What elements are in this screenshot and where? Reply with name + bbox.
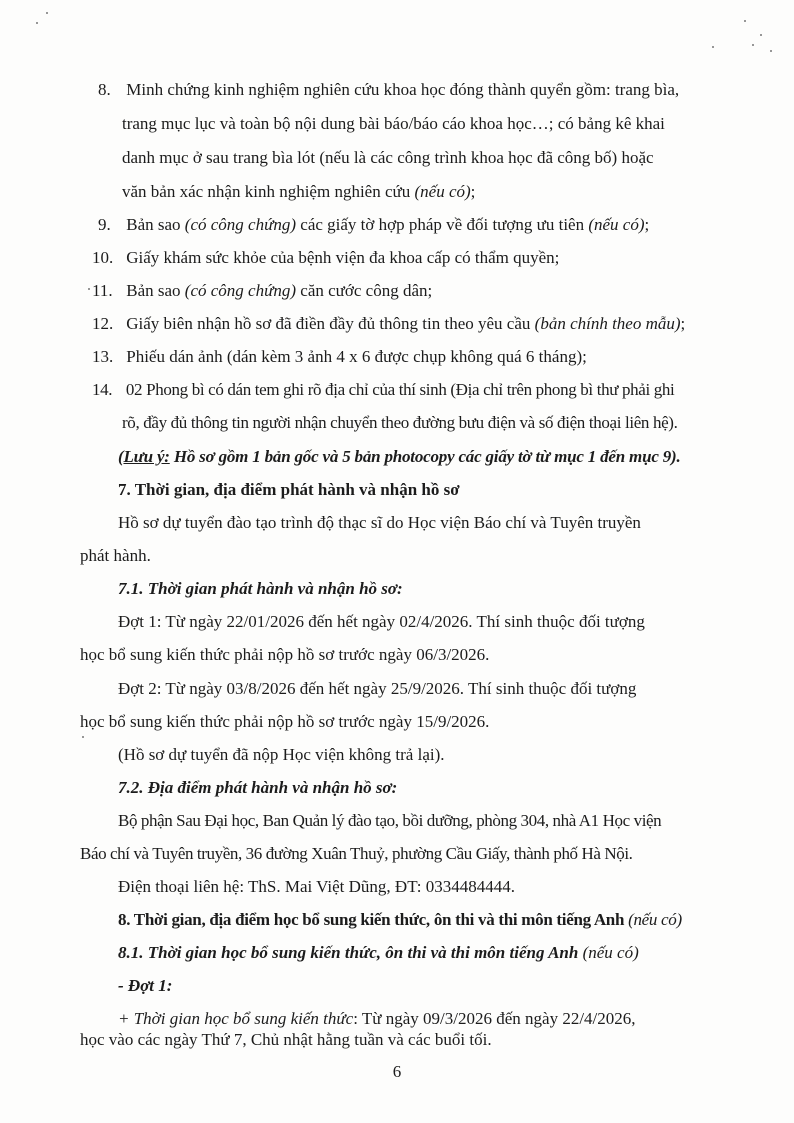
item-text: 02 Phong bì có dán tem ghi rõ địa chỉ của thí sinh (Địa chỉ trên phong bì thư phải ghi — [125, 380, 675, 399]
item-number: 10. — [92, 248, 114, 267]
item-number: 11. — [92, 281, 113, 300]
item-end: ; — [644, 215, 650, 234]
no-return-note: (Hồ sơ dự tuyển đã nộp Học viện không trả lại). — [118, 745, 445, 764]
item-text: căn cước công dân; — [300, 281, 433, 300]
heading-text: 8. Thời gian, địa điểm học bổ sung kiến thức, ôn thi và thi môn tiếng Anh — [118, 910, 625, 929]
item-note: (bản chính theo mẫu) — [534, 314, 681, 333]
item-text: Bản sao — [126, 281, 181, 300]
item-end: ; — [680, 314, 686, 333]
list-item-11 — [92, 281, 432, 301]
item-note: (nếu có) — [588, 215, 645, 234]
round-2-text: Đợt 2: Từ ngày 03/8/2026 đến hết ngày 25/9/2026. Thí sinh thuộc đối tượng — [118, 679, 637, 698]
list-item-13 — [92, 347, 587, 367]
list-item-8-line-3: danh mục ở sau trang bìa lót (nếu là các công trình khoa học đã công bố) hoặc — [122, 148, 654, 167]
page-number: 6 — [392, 1062, 402, 1081]
section-8-heading — [118, 910, 682, 930]
list-item-8 — [98, 80, 679, 100]
list-item-10 — [92, 248, 559, 268]
item-number: 12. — [92, 314, 114, 333]
supplement-time — [118, 1009, 636, 1029]
item-text: Giấy biên nhận hồ sơ đã điền đầy đủ thông tin theo yêu cầu — [126, 314, 531, 333]
item-number: 9. — [98, 215, 111, 234]
item-text: Bản sao — [126, 215, 181, 234]
note-label: Lưu ý: — [123, 447, 170, 466]
scan-speck — [46, 12, 48, 14]
round-2-text-line-2: học bổ sung kiến thức phải nộp hồ sơ trước ngày 15/9/2026. — [80, 712, 490, 731]
scan-speck — [770, 50, 772, 52]
list-item-14 — [92, 380, 674, 400]
heading-text: 8.1. Thời gian học bổ sung kiến thức, ôn thi và thi môn tiếng Anh — [118, 943, 579, 962]
item-text: các giấy tờ hợp pháp về đối tượng ưu tiên — [300, 215, 585, 234]
item-text: văn bản xác nhận kinh nghiệm nghiên cứu — [122, 182, 411, 201]
item-end: ; — [470, 182, 476, 201]
item-note: (nếu có) — [414, 182, 471, 201]
place-text-line-2: Báo chí và Tuyên truyền, 36 đường Xuân Thuỷ, phường Cầu Giấy, thành phố Hà Nội. — [80, 844, 633, 863]
section-7-1-heading: 7.1. Thời gian phát hành và nhận hồ sơ: — [118, 579, 403, 598]
list-item-8-line-2: trang mục lục và toàn bộ nội dung bài báo/báo cáo khoa học…; có bảng kê khai — [122, 114, 665, 133]
note-open: ( — [118, 447, 124, 466]
section-8-1-heading — [118, 943, 639, 963]
round-1-heading: - Đợt 1: — [118, 976, 173, 995]
scan-speck — [760, 34, 762, 36]
supplement-time-line-2: học vào các ngày Thứ 7, Chủ nhật hằng tuần và các buổi tối. — [80, 1030, 492, 1049]
item-text: Minh chứng kinh nghiệm nghiên cứu khoa học đóng thành quyển gồm: trang bìa, — [126, 80, 680, 99]
round-1-text: Đợt 1: Từ ngày 22/01/2026 đến hết ngày 02/4/2026. Thí sinh thuộc đối tượng — [118, 612, 645, 631]
item-note: (có công chứng) — [184, 215, 297, 234]
section-7-intro: Hồ sơ dự tuyển đào tạo trình độ thạc sĩ do Học viện Báo chí và Tuyên truyền — [118, 513, 641, 532]
note — [118, 447, 681, 467]
scan-speck — [88, 288, 90, 290]
item-number: 8. — [98, 80, 111, 99]
section-7-heading: 7. Thời gian, địa điểm phát hành và nhận hồ sơ — [118, 480, 460, 499]
scan-speck — [744, 20, 746, 22]
heading-note: (nếu có) — [582, 943, 639, 962]
list-item-14-line-2: rõ, đầy đủ thông tin người nhận chuyển theo đường bưu điện và số điện thoại liên hệ). — [122, 413, 678, 432]
list-item-8-line-4 — [122, 182, 475, 202]
scan-speck — [712, 46, 714, 48]
section-7-2-heading: 7.2. Địa điểm phát hành và nhận hồ sơ: — [118, 778, 398, 797]
item-text: Phiếu dán ảnh (dán kèm 3 ảnh 4 x 6 được chụp không quá 6 tháng); — [126, 347, 587, 366]
list-item-9 — [98, 215, 649, 235]
list-item-12 — [92, 314, 685, 334]
note-text: Hồ sơ gồm 1 bản gốc và 5 bản photocopy các giấy tờ từ mục 1 đến mục 9). — [173, 447, 681, 466]
supplement-label: + Thời gian học bổ sung kiến thức — [118, 1009, 354, 1028]
item-note: (có công chứng) — [184, 281, 297, 300]
round-1-text-line-2: học bổ sung kiến thức phải nộp hồ sơ trước ngày 06/3/2026. — [80, 645, 490, 664]
section-7-intro-line-2: phát hành. — [80, 546, 151, 565]
heading-note: (nếu có) — [628, 910, 682, 929]
item-number: 13. — [92, 347, 114, 366]
scan-speck — [82, 736, 84, 738]
scan-speck — [36, 22, 38, 24]
place-text: Bộ phận Sau Đại học, Ban Quản lý đào tạo, bồi dưỡng, phòng 304, nhà A1 Học viện — [118, 811, 662, 830]
supplement-text: : Từ ngày 09/3/2026 đến ngày 22/4/2026, — [353, 1009, 636, 1028]
scan-speck — [752, 44, 754, 46]
contact-phone: Điện thoại liên hệ: ThS. Mai Việt Dũng, ĐT: 0334484444. — [118, 877, 515, 896]
item-number: 14. — [92, 380, 113, 399]
item-text: Giấy khám sức khỏe của bệnh viện đa khoa cấp có thẩm quyền; — [126, 248, 560, 267]
